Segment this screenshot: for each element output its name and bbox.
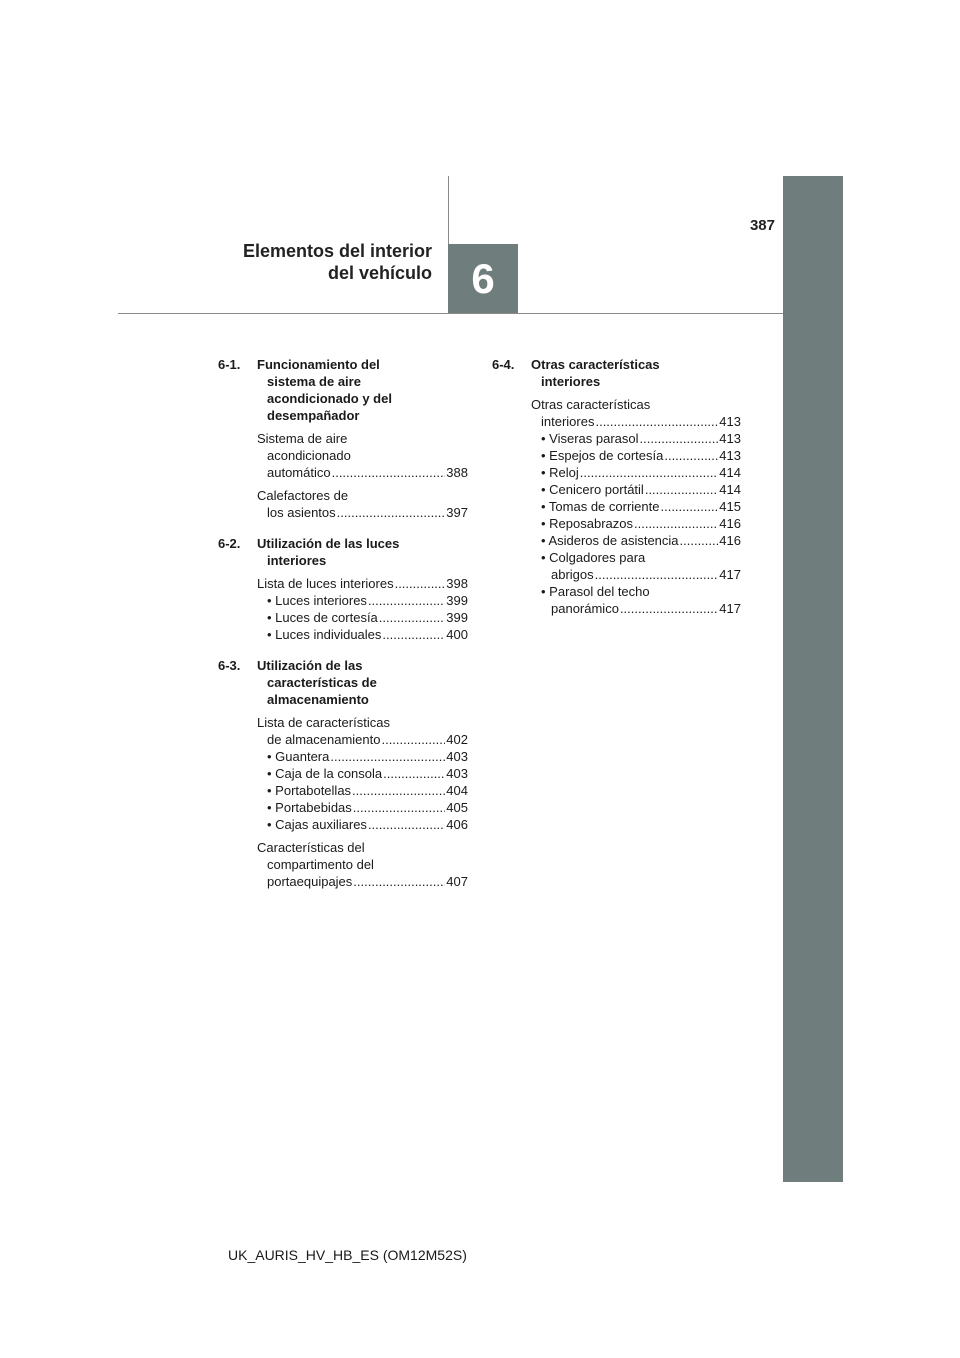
- toc-entry: [257, 487, 468, 521]
- toc-entry-label: portaequipajes: [267, 874, 353, 889]
- toc-entry-line: acondicionado: [267, 448, 351, 463]
- toc-page-ref: 406: [446, 817, 468, 832]
- leader-dots: [620, 600, 718, 617]
- toc-subitem-link[interactable]: [531, 447, 741, 464]
- section-heading: [218, 657, 468, 708]
- leader-dots: [332, 464, 446, 481]
- toc-page-ref: 402: [446, 732, 468, 747]
- toc-subitem-link[interactable]: [531, 515, 741, 532]
- toc-entry-label: • Asideros de asistencia: [541, 533, 679, 548]
- section-title: [531, 356, 741, 390]
- toc-entry-label: • Portabotellas: [267, 783, 352, 798]
- toc-entry: [257, 430, 468, 481]
- toc-entry-label: • Reposabrazos: [541, 516, 633, 531]
- section-title: [257, 356, 468, 424]
- toc-entry-label: • Tomas de corriente: [541, 499, 660, 514]
- toc-section: [492, 356, 741, 617]
- toc-page-ref: 416: [719, 516, 741, 531]
- leader-dots: [383, 765, 445, 782]
- leader-dots: [680, 532, 719, 549]
- page-number: 387: [749, 217, 775, 234]
- toc-page-ref: 414: [719, 482, 741, 497]
- toc-entry-label: • Caja de la consola: [267, 766, 383, 781]
- leader-dots: [352, 782, 445, 799]
- toc-entry-line: Calefactores de: [257, 488, 349, 503]
- section-title-line: interiores: [267, 553, 327, 568]
- leader-dots: [368, 592, 445, 609]
- toc-page-ref: 398: [446, 576, 468, 591]
- toc-entry-line: Otras características: [531, 397, 651, 412]
- toc-entry-label: • Luces interiores: [267, 593, 367, 608]
- toc-entry-label: • Cajas auxiliares: [267, 817, 367, 832]
- toc-subitem-link[interactable]: [257, 609, 468, 626]
- toc-entry-label: • Espejos de cortesía: [541, 448, 664, 463]
- chapter-title-line-2: del vehículo: [327, 263, 432, 283]
- toc-entry-label: • Reloj: [541, 465, 579, 480]
- toc-page-ref: 405: [446, 800, 468, 815]
- toc-entry-label: interiores: [541, 414, 595, 429]
- leader-dots: [634, 515, 718, 532]
- toc-entry-line: Lista de características: [257, 715, 390, 730]
- toc-entry-label: panorámico: [551, 601, 619, 616]
- toc-entry-label: • Viseras parasol: [541, 431, 639, 446]
- toc-page-ref: 415: [719, 499, 741, 514]
- toc-entry-label: • Cenicero portátil: [541, 482, 644, 497]
- toc-entry: [531, 396, 741, 617]
- header-divider-horizontal: [118, 313, 783, 314]
- toc-page-ref: 397: [446, 505, 468, 520]
- toc-entry-line: compartimento del: [267, 857, 374, 872]
- toc-page-ref: 407: [446, 874, 468, 889]
- toc-page-ref: 413: [719, 414, 741, 429]
- section-number: 6-2.: [218, 536, 241, 551]
- leader-dots: [395, 575, 446, 592]
- section-gap: [218, 896, 468, 904]
- toc-entry-link[interactable]: [257, 873, 468, 890]
- toc-section: [218, 657, 468, 890]
- toc-page-ref: 388: [446, 465, 468, 480]
- toc-subitem-link[interactable]: [531, 430, 741, 447]
- section-heading: [218, 535, 468, 569]
- chapter-side-tab: [783, 176, 843, 1182]
- toc-section: [218, 535, 468, 643]
- chapter-number-box: 6: [448, 244, 518, 313]
- leader-dots: [337, 504, 446, 521]
- header-divider-vertical: [448, 176, 449, 244]
- toc-subitem-link[interactable]: [257, 782, 468, 799]
- leader-dots: [330, 748, 445, 765]
- toc-entry-link[interactable]: [257, 504, 468, 521]
- toc-entry-label: • Luces de cortesía: [267, 610, 378, 625]
- toc-page-ref: 417: [719, 567, 741, 582]
- toc-entry-label: • Portabebidas: [267, 800, 352, 815]
- toc-entry-line: Características del: [257, 840, 365, 855]
- toc-subitem-line: • Parasol del techo: [541, 584, 650, 599]
- toc-subitem-link[interactable]: [257, 592, 468, 609]
- toc-entry-label: • Guantera: [267, 749, 330, 764]
- toc-page-ref: 417: [719, 601, 741, 616]
- toc-entry: [257, 839, 468, 890]
- section-title-line: Funcionamiento del: [257, 357, 380, 372]
- leader-dots: [382, 626, 445, 643]
- section-gap: [218, 527, 468, 535]
- toc-page-ref: 399: [446, 593, 468, 608]
- toc-page-ref: 403: [446, 749, 468, 764]
- toc-subitem-link[interactable]: [531, 600, 741, 617]
- toc-subitem-link[interactable]: [531, 464, 741, 481]
- toc-page-ref: 416: [719, 533, 741, 548]
- toc-subitem-link[interactable]: [531, 566, 741, 583]
- toc-page-ref: 403: [446, 766, 468, 781]
- toc-subitem-line: • Colgadores para: [541, 550, 646, 565]
- section-title-line: Utilización de las luces: [257, 536, 400, 551]
- document-code-footer: UK_AURIS_HV_HB_ES (OM12M52S): [228, 1247, 467, 1263]
- section-title: [257, 657, 468, 708]
- toc-page-ref: 413: [719, 431, 741, 446]
- section-title-line: Otras características: [531, 357, 660, 372]
- toc-entry-label: abrigos: [551, 567, 594, 582]
- section-title-line: sistema de aire: [267, 374, 361, 389]
- leader-dots: [381, 731, 445, 748]
- section-heading: [492, 356, 741, 390]
- leader-dots: [368, 816, 445, 833]
- leader-dots: [660, 498, 718, 515]
- leader-dots: [664, 447, 718, 464]
- section-title-line: características de: [267, 675, 377, 690]
- leader-dots: [645, 481, 718, 498]
- toc-entry-label: Lista de luces interiores: [257, 576, 394, 591]
- section-title: [257, 535, 468, 569]
- chapter-title-line-1: Elementos del interior: [242, 241, 432, 261]
- leader-dots: [640, 430, 719, 447]
- toc-entry-link[interactable]: [257, 464, 468, 481]
- toc-entry-label: los asientos: [267, 505, 336, 520]
- leader-dots: [379, 609, 446, 626]
- leader-dots: [353, 799, 446, 816]
- leader-dots: [595, 566, 719, 583]
- toc-entry-link[interactable]: [531, 413, 741, 430]
- toc-column-left: [218, 356, 468, 904]
- section-number: 6-4.: [492, 357, 515, 372]
- toc-entry-label: • Luces individuales: [267, 627, 382, 642]
- toc-page-ref: 414: [719, 465, 741, 480]
- section-title-line: desempañador: [267, 408, 360, 423]
- toc-entry-label: automático: [267, 465, 331, 480]
- section-title-line: Utilización de las: [257, 658, 363, 673]
- toc-subitem-link[interactable]: [531, 498, 741, 515]
- toc-page-ref: 404: [446, 783, 468, 798]
- toc-column-right: [492, 356, 741, 631]
- leader-dots: [595, 413, 718, 430]
- toc-section: [218, 356, 468, 521]
- section-title-line: acondicionado y del: [267, 391, 392, 406]
- leader-dots: [580, 464, 719, 481]
- toc-page-ref: 399: [446, 610, 468, 625]
- toc-page-ref: 400: [446, 627, 468, 642]
- section-gap: [492, 623, 741, 631]
- toc-subitem-link[interactable]: [257, 799, 468, 816]
- toc-entry: [257, 714, 468, 833]
- toc-subitem-link[interactable]: [531, 481, 741, 498]
- toc-subitem-link[interactable]: [257, 816, 468, 833]
- toc-entry-link[interactable]: [257, 575, 468, 592]
- toc-subitem-link[interactable]: [257, 765, 468, 782]
- leader-dots: [353, 873, 445, 890]
- section-gap: [218, 649, 468, 657]
- chapter-title: [180, 240, 432, 284]
- section-number: 6-3.: [218, 658, 241, 673]
- toc-subitem-link[interactable]: [257, 626, 468, 643]
- section-title-line: interiores: [541, 374, 601, 389]
- toc-entry-link[interactable]: [257, 731, 468, 748]
- section-number: 6-1.: [218, 357, 241, 372]
- toc-subitem-link[interactable]: [531, 532, 741, 549]
- toc-subitem-link[interactable]: [257, 748, 468, 765]
- section-heading: [218, 356, 468, 424]
- toc-page-ref: 413: [719, 448, 741, 463]
- toc-entry-line: Sistema de aire: [257, 431, 348, 446]
- section-title-line: almacenamiento: [267, 692, 369, 707]
- toc-entry: [257, 575, 468, 643]
- toc-entry-label: de almacenamiento: [267, 732, 381, 747]
